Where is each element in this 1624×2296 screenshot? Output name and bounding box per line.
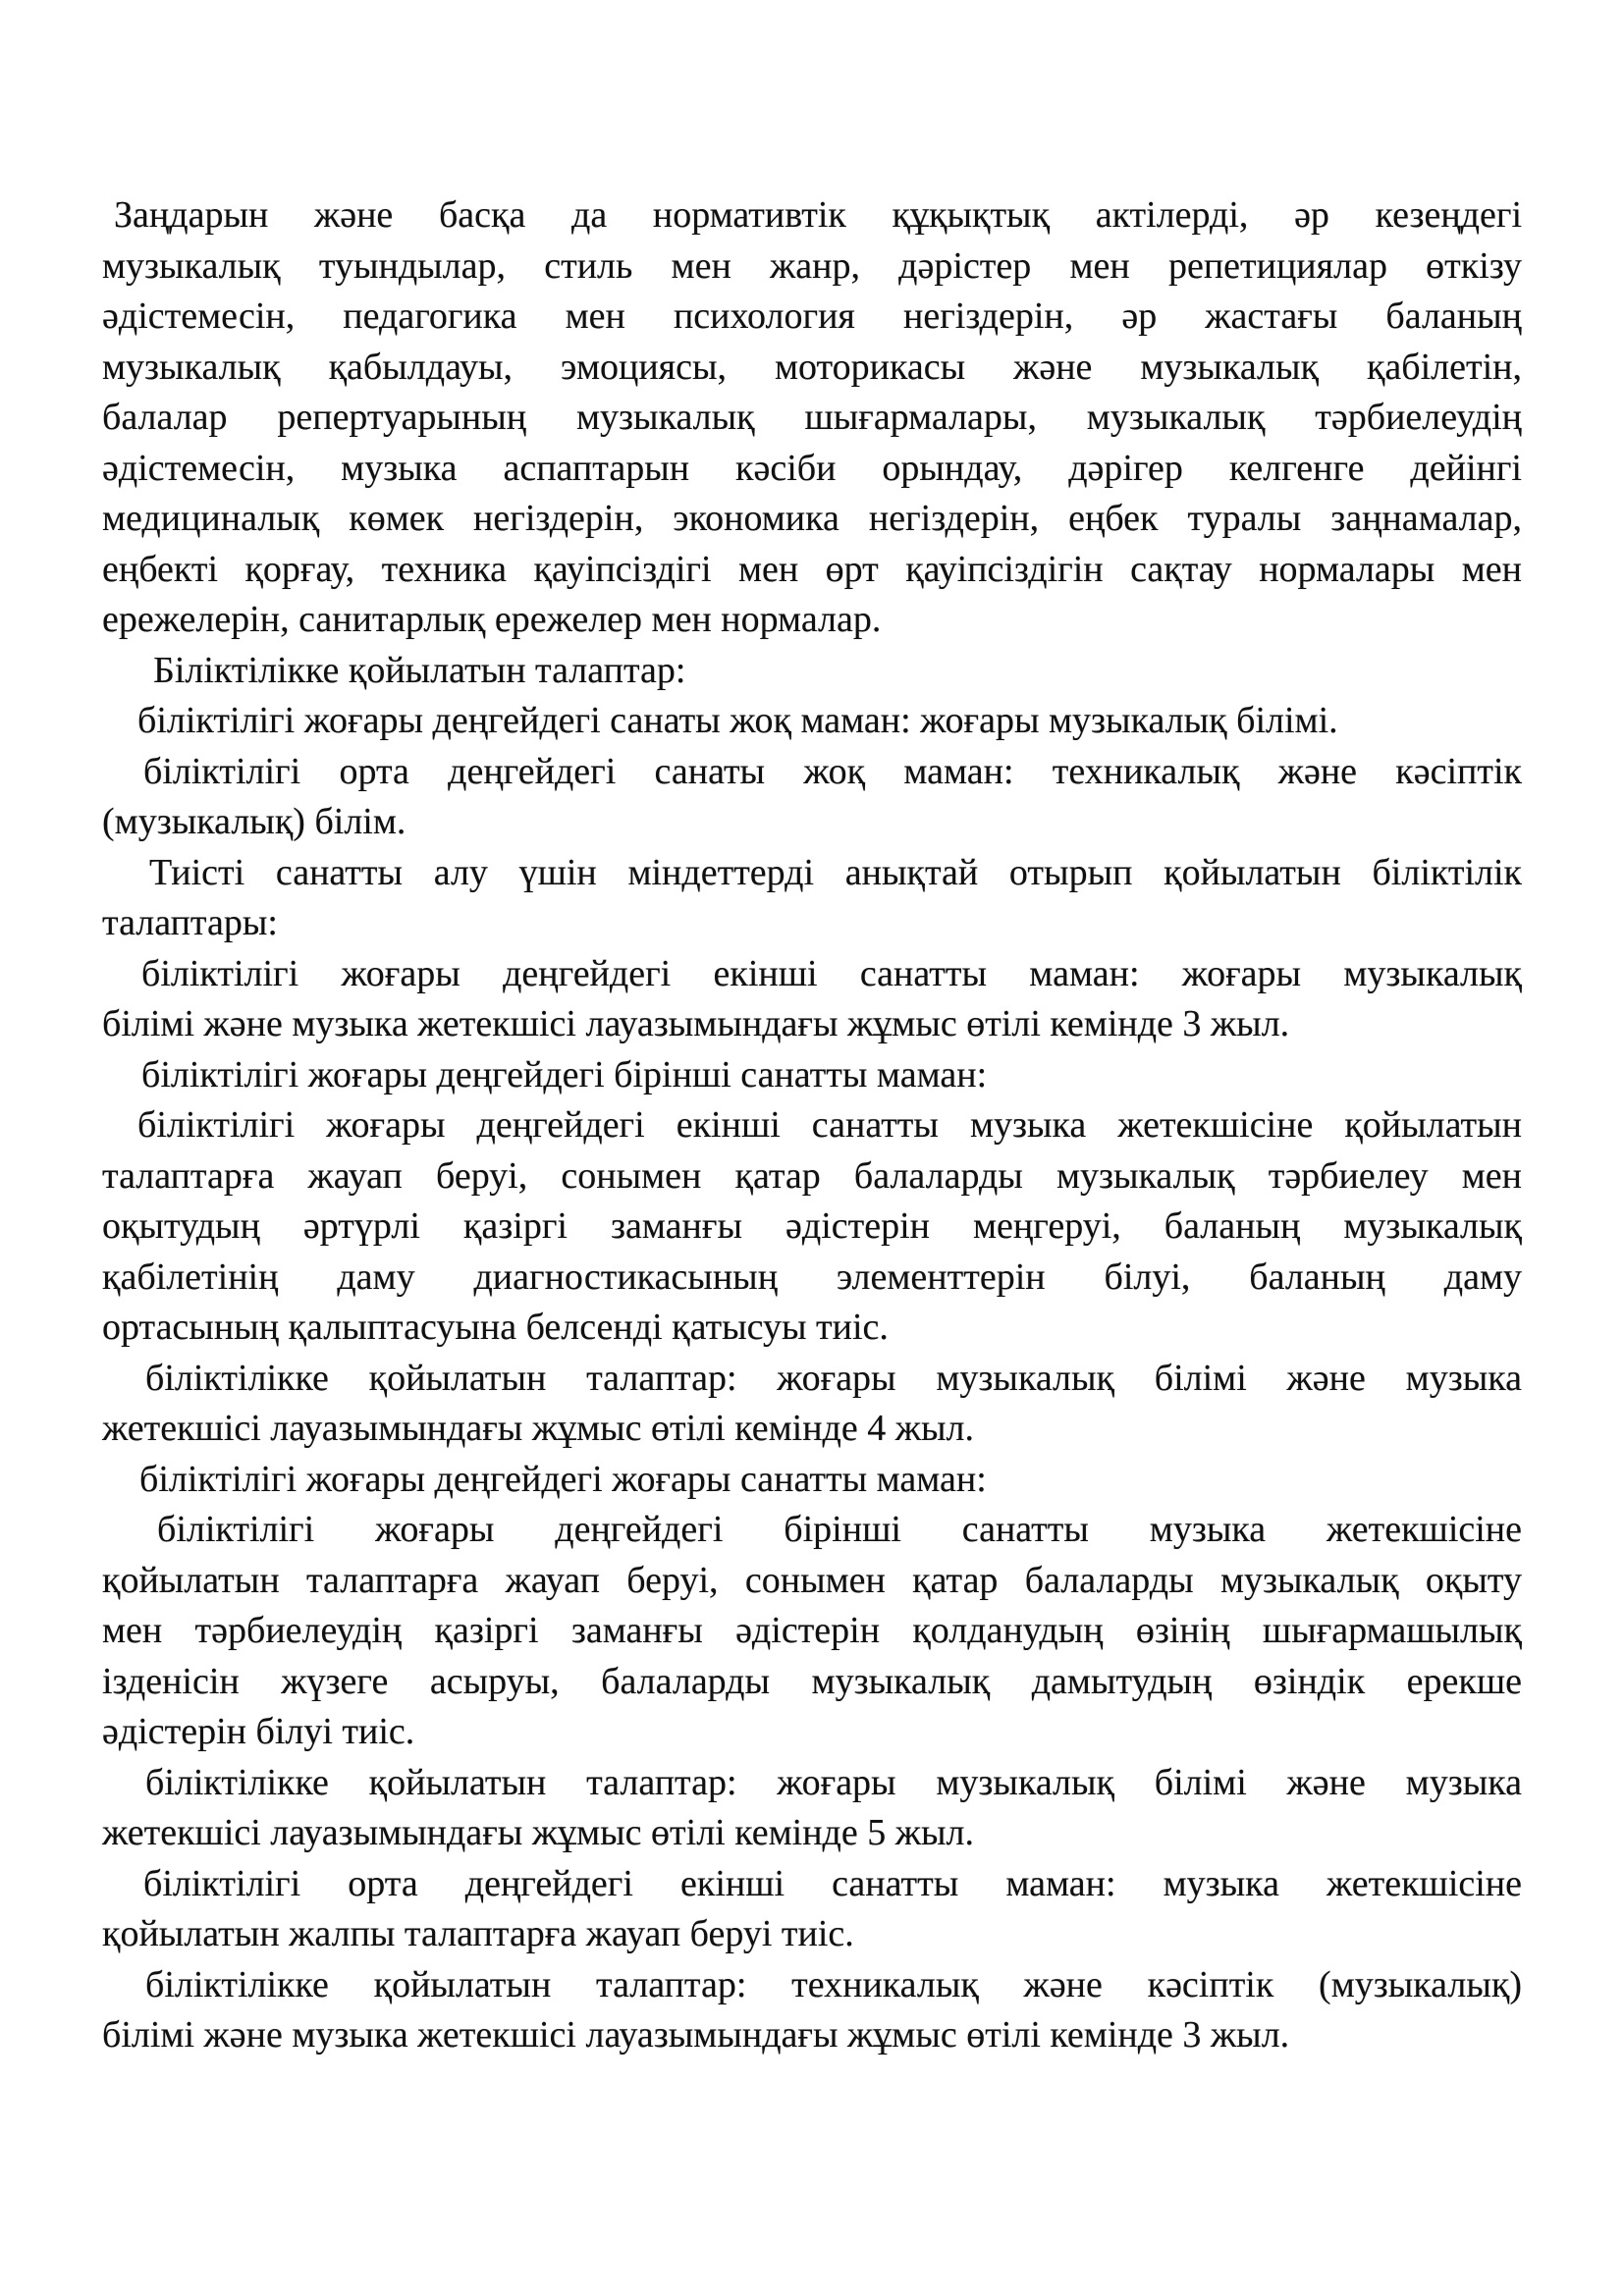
text-line: біліктілігі жоғары деңгейдегі екінші санатты музыка жетекшісіне қойылатын bbox=[137, 1104, 1522, 1146]
text-line: жетекшісі лауазымындағы жұмыс өтілі кемінде 5 жыл. bbox=[102, 1812, 974, 1853]
text-line: оқытудың әртүрлі қазіргі заманғы әдістерін меңгеруі, баланың музыкалық bbox=[102, 1205, 1522, 1247]
paragraph bbox=[102, 1100, 1522, 1354]
text-line: біліктілігі жоғары деңгейдегі екінші санатты маман: жоғары музыкалық bbox=[141, 952, 1522, 994]
paragraph bbox=[102, 696, 1522, 747]
text-line: біліктілігі орта деңгейдегі екінші санатты маман: музыка жетекшісіне bbox=[143, 1862, 1522, 1904]
paragraph bbox=[102, 1859, 1522, 1960]
text-line: біліктілігі жоғары деңгейдегі бірінші санатты музыка жетекшісіне bbox=[157, 1509, 1522, 1550]
text-line: біліктілікке қойылатын талаптар: жоғары музыкалық білімі және музыка bbox=[145, 1761, 1522, 1803]
text-line: ортасының қалыптасуына белсенді қатысуы тиіс. bbox=[102, 1307, 889, 1348]
text-line: біліктілігі жоғары деңгейдегі санаты жоқ маман: жоғары музыкалық білімі. bbox=[137, 700, 1338, 741]
text-line: (музыкалық) білім. bbox=[102, 801, 406, 842]
text-line: талаптары: bbox=[102, 902, 278, 943]
text-line: әдістемесін, педагогика мен психология негіздерін, әр жастағы баланың bbox=[102, 295, 1522, 337]
text-line: қойылатын талаптарға жауап беруі, сонымен қатар балаларды музыкалық оқыту bbox=[102, 1559, 1522, 1601]
text-line: мен тәрбиелеудің қазіргі заманғы әдістерін қолданудың өзінің шығармашылық bbox=[102, 1610, 1522, 1651]
paragraph bbox=[102, 1354, 1522, 1455]
text-line: балалар репертуарының музыкалық шығармалары, музыкалық тәрбиелеудің bbox=[102, 397, 1522, 438]
text-line: жетекшісі лауазымындағы жұмыс өтілі кемінде 4 жыл. bbox=[102, 1408, 974, 1449]
text-line: әдістерін білуі тиіс. bbox=[102, 1711, 415, 1752]
text-line: еңбекті қорғау, техника қауіпсіздігі мен өрт қауіпсіздігін сақтау нормалары мен bbox=[102, 548, 1522, 590]
paragraph bbox=[102, 747, 1522, 848]
text-line: біліктілігі жоғары деңгейдегі бірінші санатты маман: bbox=[141, 1053, 988, 1095]
paragraph bbox=[102, 190, 1522, 646]
paragraph bbox=[102, 646, 1522, 697]
text-line: ережелерін, санитарлық ережелер мен нормалар. bbox=[102, 599, 882, 640]
text-line: білімі және музыка жетекшісі лауазымындағы жұмыс өтілі кемінде 3 жыл. bbox=[102, 2014, 1290, 2056]
text-line: музыкалық қабылдауы, эмоциясы, моторикасы және музыкалық қабілетін, bbox=[102, 346, 1522, 388]
text-line: Біліктілікке қойылатын талаптар: bbox=[153, 649, 686, 691]
text-line: әдістемесін, музыка аспаптарын кәсіби орындау, дәрігер келгенге дейінгі bbox=[102, 447, 1522, 489]
paragraph bbox=[102, 848, 1522, 949]
text-line: білімі және музыка жетекшісі лауазымындағы жұмыс өтілі кемінде 3 жыл. bbox=[102, 1003, 1290, 1044]
text-line: ізденісін жүзеге асыруы, балаларды музыкалық дамытудың өзіндік ерекше bbox=[102, 1660, 1522, 1702]
text-line: талаптарға жауап беруі, сонымен қатар балаларды музыкалық тәрбиелеу мен bbox=[102, 1154, 1522, 1197]
paragraph bbox=[102, 1758, 1522, 1859]
text-block bbox=[102, 190, 1522, 2061]
paragraph bbox=[102, 949, 1522, 1050]
paragraph bbox=[102, 1455, 1522, 1506]
text-line: Тиісті санатты алу үшін міндеттерді анықтай отырып қойылатын біліктілік bbox=[149, 851, 1522, 893]
text-line: қойылатын жалпы талаптарға жауап беруі тиіс. bbox=[102, 1913, 854, 1954]
text-line: музыкалық туындылар, стиль мен жанр, дәрістер мен репетициялар өткізу bbox=[102, 244, 1522, 287]
paragraph bbox=[102, 1960, 1522, 2061]
text-line: біліктілікке қойылатын талаптар: техникалық және кәсіптік (музыкалық) bbox=[145, 1963, 1522, 2005]
text-line: медициналық көмек негіздерін, экономика негіздерін, еңбек туралы заңнамалар, bbox=[102, 498, 1522, 539]
paragraph bbox=[102, 1505, 1522, 1758]
paragraph bbox=[102, 1050, 1522, 1101]
text-line: біліктілігі жоғары деңгейдегі жоғары санатты маман: bbox=[139, 1458, 987, 1500]
text-line: қабілетінің даму диагностикасының элементтерін білуі, баланың даму bbox=[102, 1255, 1522, 1298]
text-line: біліктілікке қойылатын талаптар: жоғары музыкалық білімі және музыка bbox=[145, 1357, 1522, 1399]
text-line: біліктілігі орта деңгейдегі санаты жоқ маман: техникалық және кәсіптік bbox=[143, 750, 1522, 792]
text-line: Заңдарын және басқа да нормативтік құқықтық актілерді, әр кезеңдегі bbox=[114, 194, 1522, 236]
